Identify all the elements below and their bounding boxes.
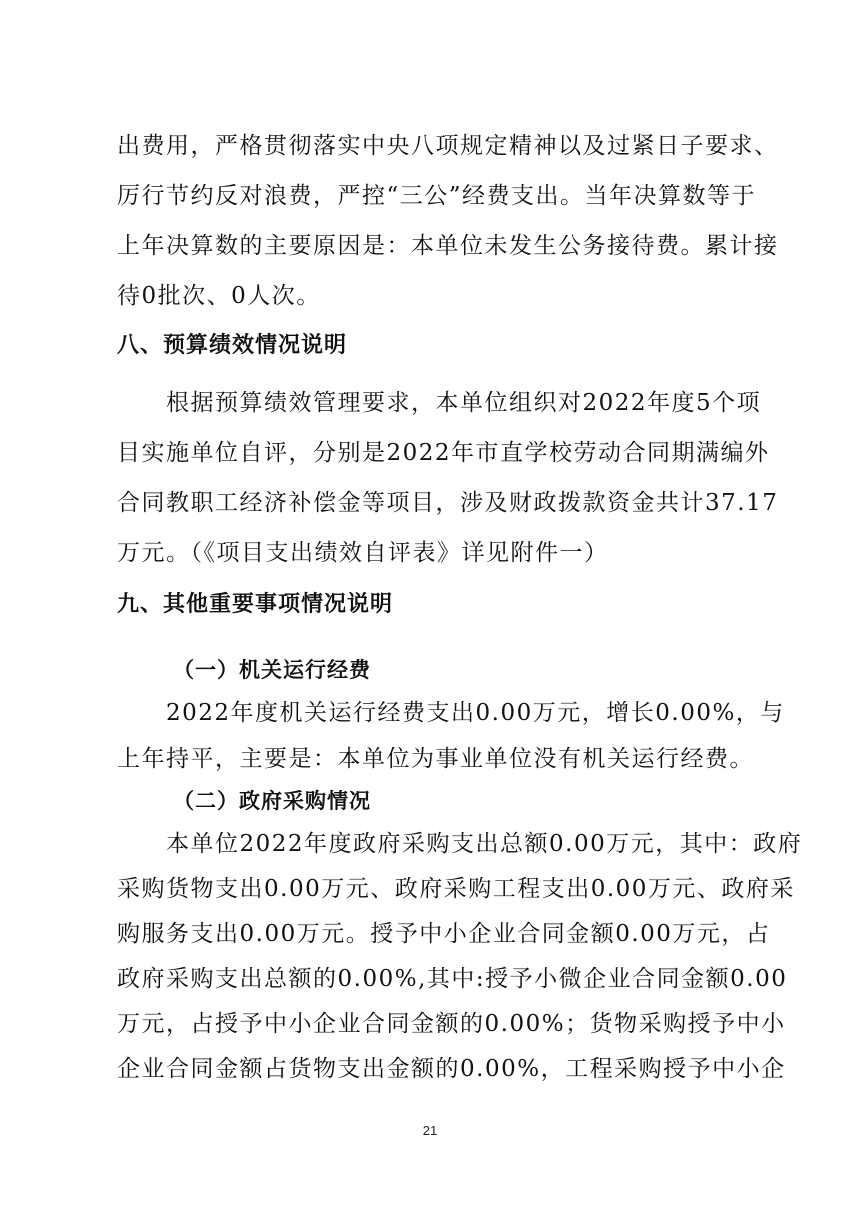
- paragraph-line: 万元，占授予中小企业合同金额的0.00%；货物采购授予中小: [117, 1011, 786, 1037]
- paragraph-line: 根据预算绩效管理要求，本单位组织对2022年度5个项: [166, 390, 762, 416]
- paragraph-line: 企业合同金额占货物支出金额的0.00%，工程采购授予中小企: [117, 1056, 786, 1082]
- paragraph-line: 采购货物支出0.00万元、政府采购工程支出0.00万元、政府采: [117, 876, 795, 902]
- paragraph-line: 政府采购支出总额的0.00%,其中:授予小微企业合同金额0.00: [117, 966, 788, 992]
- paragraph-line: 2022年度机关运行经费支出0.00万元，增长0.00%，与: [166, 700, 785, 726]
- subsection-heading-procurement: （二）政府采购情况: [173, 789, 371, 813]
- paragraph-line: 合同教职工经济补偿金等项目，涉及财政拨款资金共计37.17: [117, 490, 779, 516]
- paragraph-line: 目实施单位自评，分别是2022年市直学校劳动合同期满编外: [117, 440, 770, 466]
- section-heading-performance: 八、预算绩效情况说明: [117, 333, 348, 358]
- paragraph-line: 出费用，严格贯彻落实中央八项规定精神以及过紧日子要求、: [117, 133, 779, 159]
- paragraph-line: 购服务支出0.00万元。授予中小企业合同金额0.00万元，占: [117, 921, 771, 947]
- paragraph-line: 万元。（《项目支出绩效自评表》详见附件一）: [117, 540, 609, 566]
- paragraph-line: 待0批次、0人次。: [117, 283, 321, 309]
- paragraph-line: 本单位2022年度政府采购支出总额0.00万元，其中：政府: [166, 831, 803, 857]
- paragraph-line: 厉行节约反对浪费，严控“三公”经费支出。当年决算数等于: [117, 183, 757, 209]
- page-number: 21: [422, 1123, 438, 1138]
- paragraph-line: 上年持平，主要是：本单位为事业单位没有机关运行经费。: [117, 746, 754, 772]
- subsection-heading-operating-costs: （一）机关运行经费: [173, 658, 371, 682]
- section-heading-other-matters: 九、其他重要事项情况说明: [117, 592, 394, 617]
- paragraph-line: 上年决算数的主要原因是：本单位未发生公务接待费。累计接: [117, 233, 779, 259]
